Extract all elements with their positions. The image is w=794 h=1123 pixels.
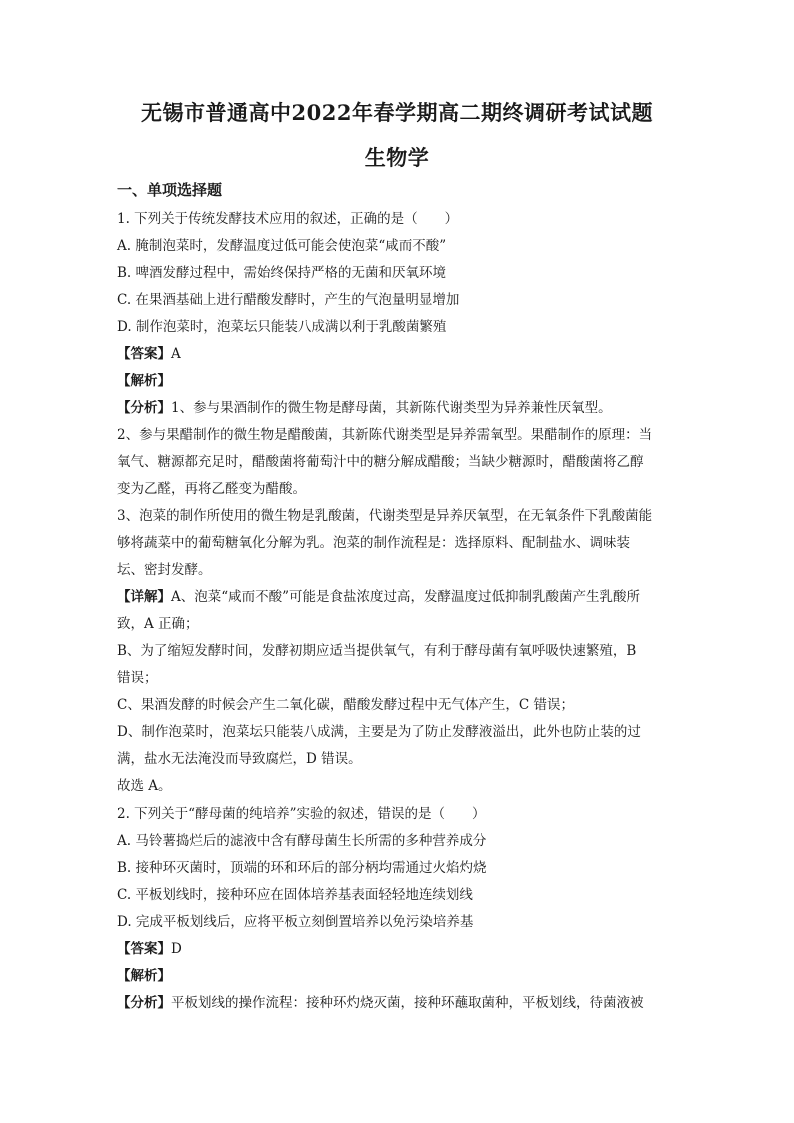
q2-fenxi — [117, 994, 677, 1012]
detail-text: A、泡菜“咸而不酸”可能是食盐浓度过高，发酵温度过低抑制乳酸菌产生乳酸所 — [171, 589, 641, 605]
q1-detail-line: 错误； — [117, 670, 158, 686]
q2-analysis-tag: 【解析】 — [117, 968, 171, 984]
q2-option-b: B. 接种环灭菌时，顶端的环和环后的部分柄均需通过火焰灼烧 — [117, 860, 487, 876]
q1-option-a: A. 腌制泡菜时，发酵温度过低可能会使泡菜“咸而不酸” — [117, 238, 447, 254]
q1-detail-line: 致，A 正确； — [117, 616, 199, 632]
q1-detail-line: 满，盐水无法淹没而导致腐烂，D 错误。 — [117, 751, 362, 767]
q1-option-c: C. 在果酒基础上进行醋酸发酵时，产生的气泡量明显增加 — [117, 292, 460, 308]
q1-detail — [117, 588, 677, 606]
answer-tag: 【答案】 — [117, 941, 171, 957]
q2-answer — [117, 940, 677, 958]
q1-answer — [117, 345, 677, 363]
q1-fenxi-line: 3、泡菜的制作所使用的微生物是乳酸菌，代谢类型是异养厌氧型，在无氧条件下乳酸菌能 — [117, 508, 653, 524]
q2-stem: 2. 下列关于“酵母菌的纯培养”实验的叙述，错误的是（ ） — [117, 806, 486, 822]
fenxi-tag: 【分析】 — [117, 400, 171, 416]
q2-option-d: D. 完成平板划线后，应将平板立刻倒置培养以免污染培养基 — [117, 914, 474, 930]
q1-detail-line: C、果酒发酵的时候会产生二氧化碳，醋酸发酵过程中无气体产生，C 错误； — [117, 697, 574, 713]
q1-fenxi — [117, 399, 677, 417]
q1-stem: 1. 下列关于传统发酵技术应用的叙述，正确的是（ ） — [117, 211, 459, 227]
detail-tag: 【详解】 — [117, 589, 171, 605]
q2-option-c: C. 平板划线时，接种环应在固体培养基表面轻轻地连续划线 — [117, 887, 473, 903]
q1-detail-line: D、制作泡菜时，泡菜坛只能装八成满，主要是为了防止发酵液溢出，此外也防止装的过 — [117, 724, 641, 740]
answer-value: D — [171, 941, 182, 957]
q1-conclusion: 故选 A。 — [117, 778, 172, 794]
fenxi-text: 平板划线的操作流程：接种环灼烧灭菌，接种环蘸取菌种，平板划线，待菌液被 — [171, 995, 644, 1011]
q1-fenxi-line: 变为乙醛，再将乙醛变为醋酸。 — [117, 481, 306, 497]
q1-option-b: B. 啤酒发酵过程中，需始终保持严格的无菌和厌氧环境 — [117, 265, 447, 281]
q1-option-d: D. 制作泡菜时，泡菜坛只能装八成满以利于乳酸菌繁殖 — [117, 319, 447, 335]
exam-title: 无锡市普通高中2022年春学期高二期终调研考试试题 — [141, 100, 653, 125]
q1-fenxi-line: 氧气、糖源都充足时，醋酸菌将葡萄汁中的糖分解成醋酸；当缺少糖源时，醋酸菌将乙醇 — [117, 454, 644, 470]
q1-fenxi-line: 坛、密封发酵。 — [117, 562, 212, 578]
q1-detail-line: B、为了缩短发酵时间，发酵初期应适当提供氧气，有利于酵母菌有氧呼吸快速繁殖，B — [117, 643, 637, 659]
q1-analysis-tag: 【解析】 — [117, 373, 171, 389]
q1-fenxi-line: 2、参与果醋制作的微生物是醋酸菌，其新陈代谢类型是异养需氧型。果醋制作的原理：当 — [117, 427, 653, 443]
section-heading: 一、单项选择题 — [117, 181, 223, 199]
q1-fenxi-line: 够将蔬菜中的葡萄糖氧化分解为乳。泡菜的制作流程是：选择原料、配制盐水、调味装 — [117, 535, 630, 551]
fenxi-tag: 【分析】 — [117, 995, 171, 1011]
q2-option-a: A. 马铃薯捣烂后的滤液中含有酵母菌生长所需的多种营养成分 — [117, 833, 487, 849]
exam-subject: 生物学 — [364, 145, 430, 170]
answer-value: A — [171, 346, 181, 362]
answer-tag: 【答案】 — [117, 346, 171, 362]
fenxi-text: 1、参与果酒制作的微生物是酵母菌，其新陈代谢类型为异养兼性厌氧型。 — [171, 400, 612, 416]
